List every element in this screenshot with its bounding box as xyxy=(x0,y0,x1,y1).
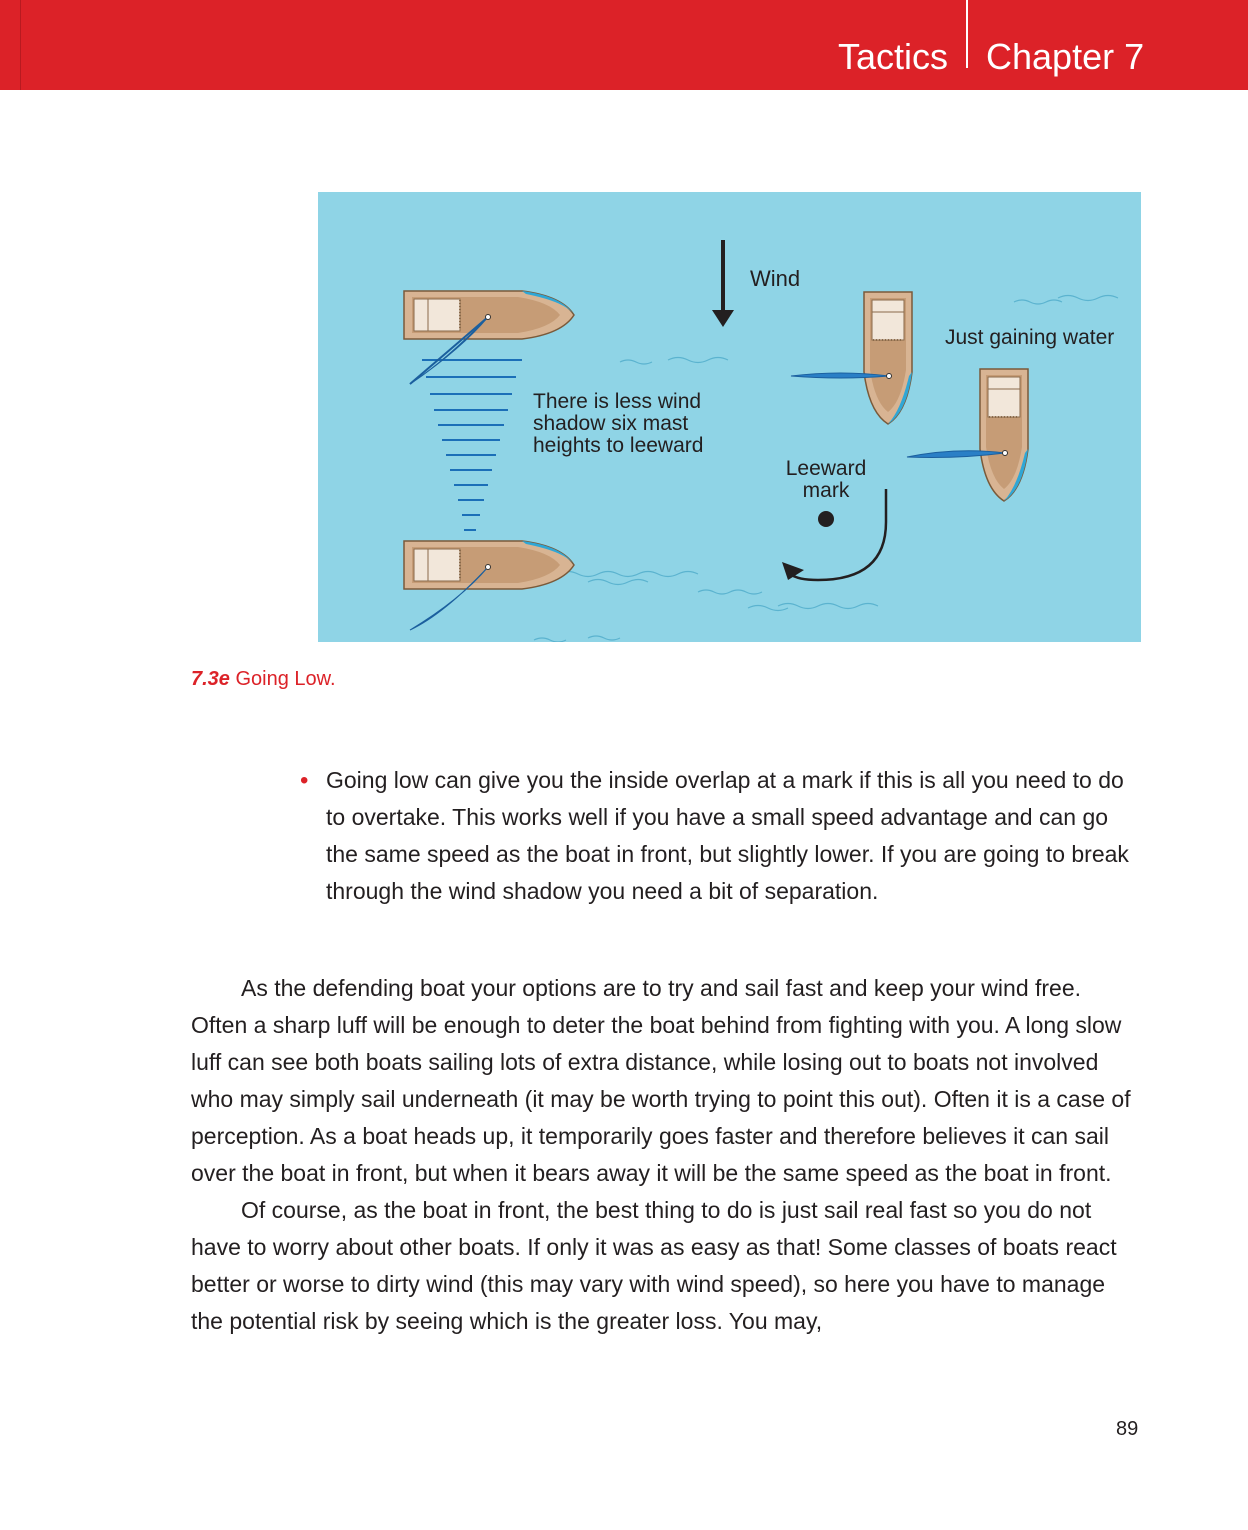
body-text xyxy=(191,970,1139,1340)
figure-number: 7.3e xyxy=(191,668,230,690)
leeward-mark-label-line-2: mark xyxy=(802,479,850,502)
chapter-title: Chapter 7 xyxy=(986,36,1145,77)
paragraph-2: Of course, as the boat in front, the best thing to do is just sail real fast so you do not have to worry about other boats. If only it was as easy as that! Some classes of boats react better or worse to dirty wind (this may vary with wind speed), so here you have to manage the potential risk by seeing which is the greater loss. You may, xyxy=(191,1197,1117,1334)
header-divider xyxy=(966,0,968,68)
leeward-mark-buoy xyxy=(818,511,834,527)
shadow-label-line-1: There is less wind xyxy=(533,390,702,413)
section-title: Tactics xyxy=(837,36,948,77)
figure-caption-text: Going Low. xyxy=(235,668,336,690)
wind-label: Wind xyxy=(750,266,801,291)
figure-caption xyxy=(191,668,336,691)
just-gaining-water-label: Just gaining water xyxy=(945,326,1115,349)
shadow-label-line-3: heights to leeward xyxy=(533,434,704,457)
paragraph-1: As the defending boat your options are to try and sail fast and keep your wind free. Often a sharp luff will be enough to deter the boat behind from fighting with you. A long slow luff can see both boats sailing lots of extra distance, while losing out to boats not involved who may simply sail underneath (it may be worth trying to point this out). Often it is a case of perception. As a boat heads up, it temporarily goes faster and therefore believes it can sail over the boat in front, but when it bears away it will be the same speed as the boat in front. xyxy=(191,975,1131,1186)
bullet-text: Going low can give you the inside overlap at a mark if this is all you need to do to overtake. This works well if you have a small speed advantage and can go the same speed as the boat in front, but slightly lower. If you are going to break through the wind shadow you need a bit of separation. xyxy=(326,767,1129,904)
bullet-dot-icon: • xyxy=(300,767,309,794)
header-edge-line xyxy=(20,0,21,90)
shadow-label-line-2: shadow six mast xyxy=(533,412,689,435)
going-low-diagram xyxy=(318,192,1141,642)
page-number: 89 xyxy=(1116,1418,1139,1440)
bullet-point xyxy=(300,762,1140,910)
chapter-header xyxy=(0,0,1248,90)
leeward-mark-label-line-1: Leeward xyxy=(785,457,867,480)
